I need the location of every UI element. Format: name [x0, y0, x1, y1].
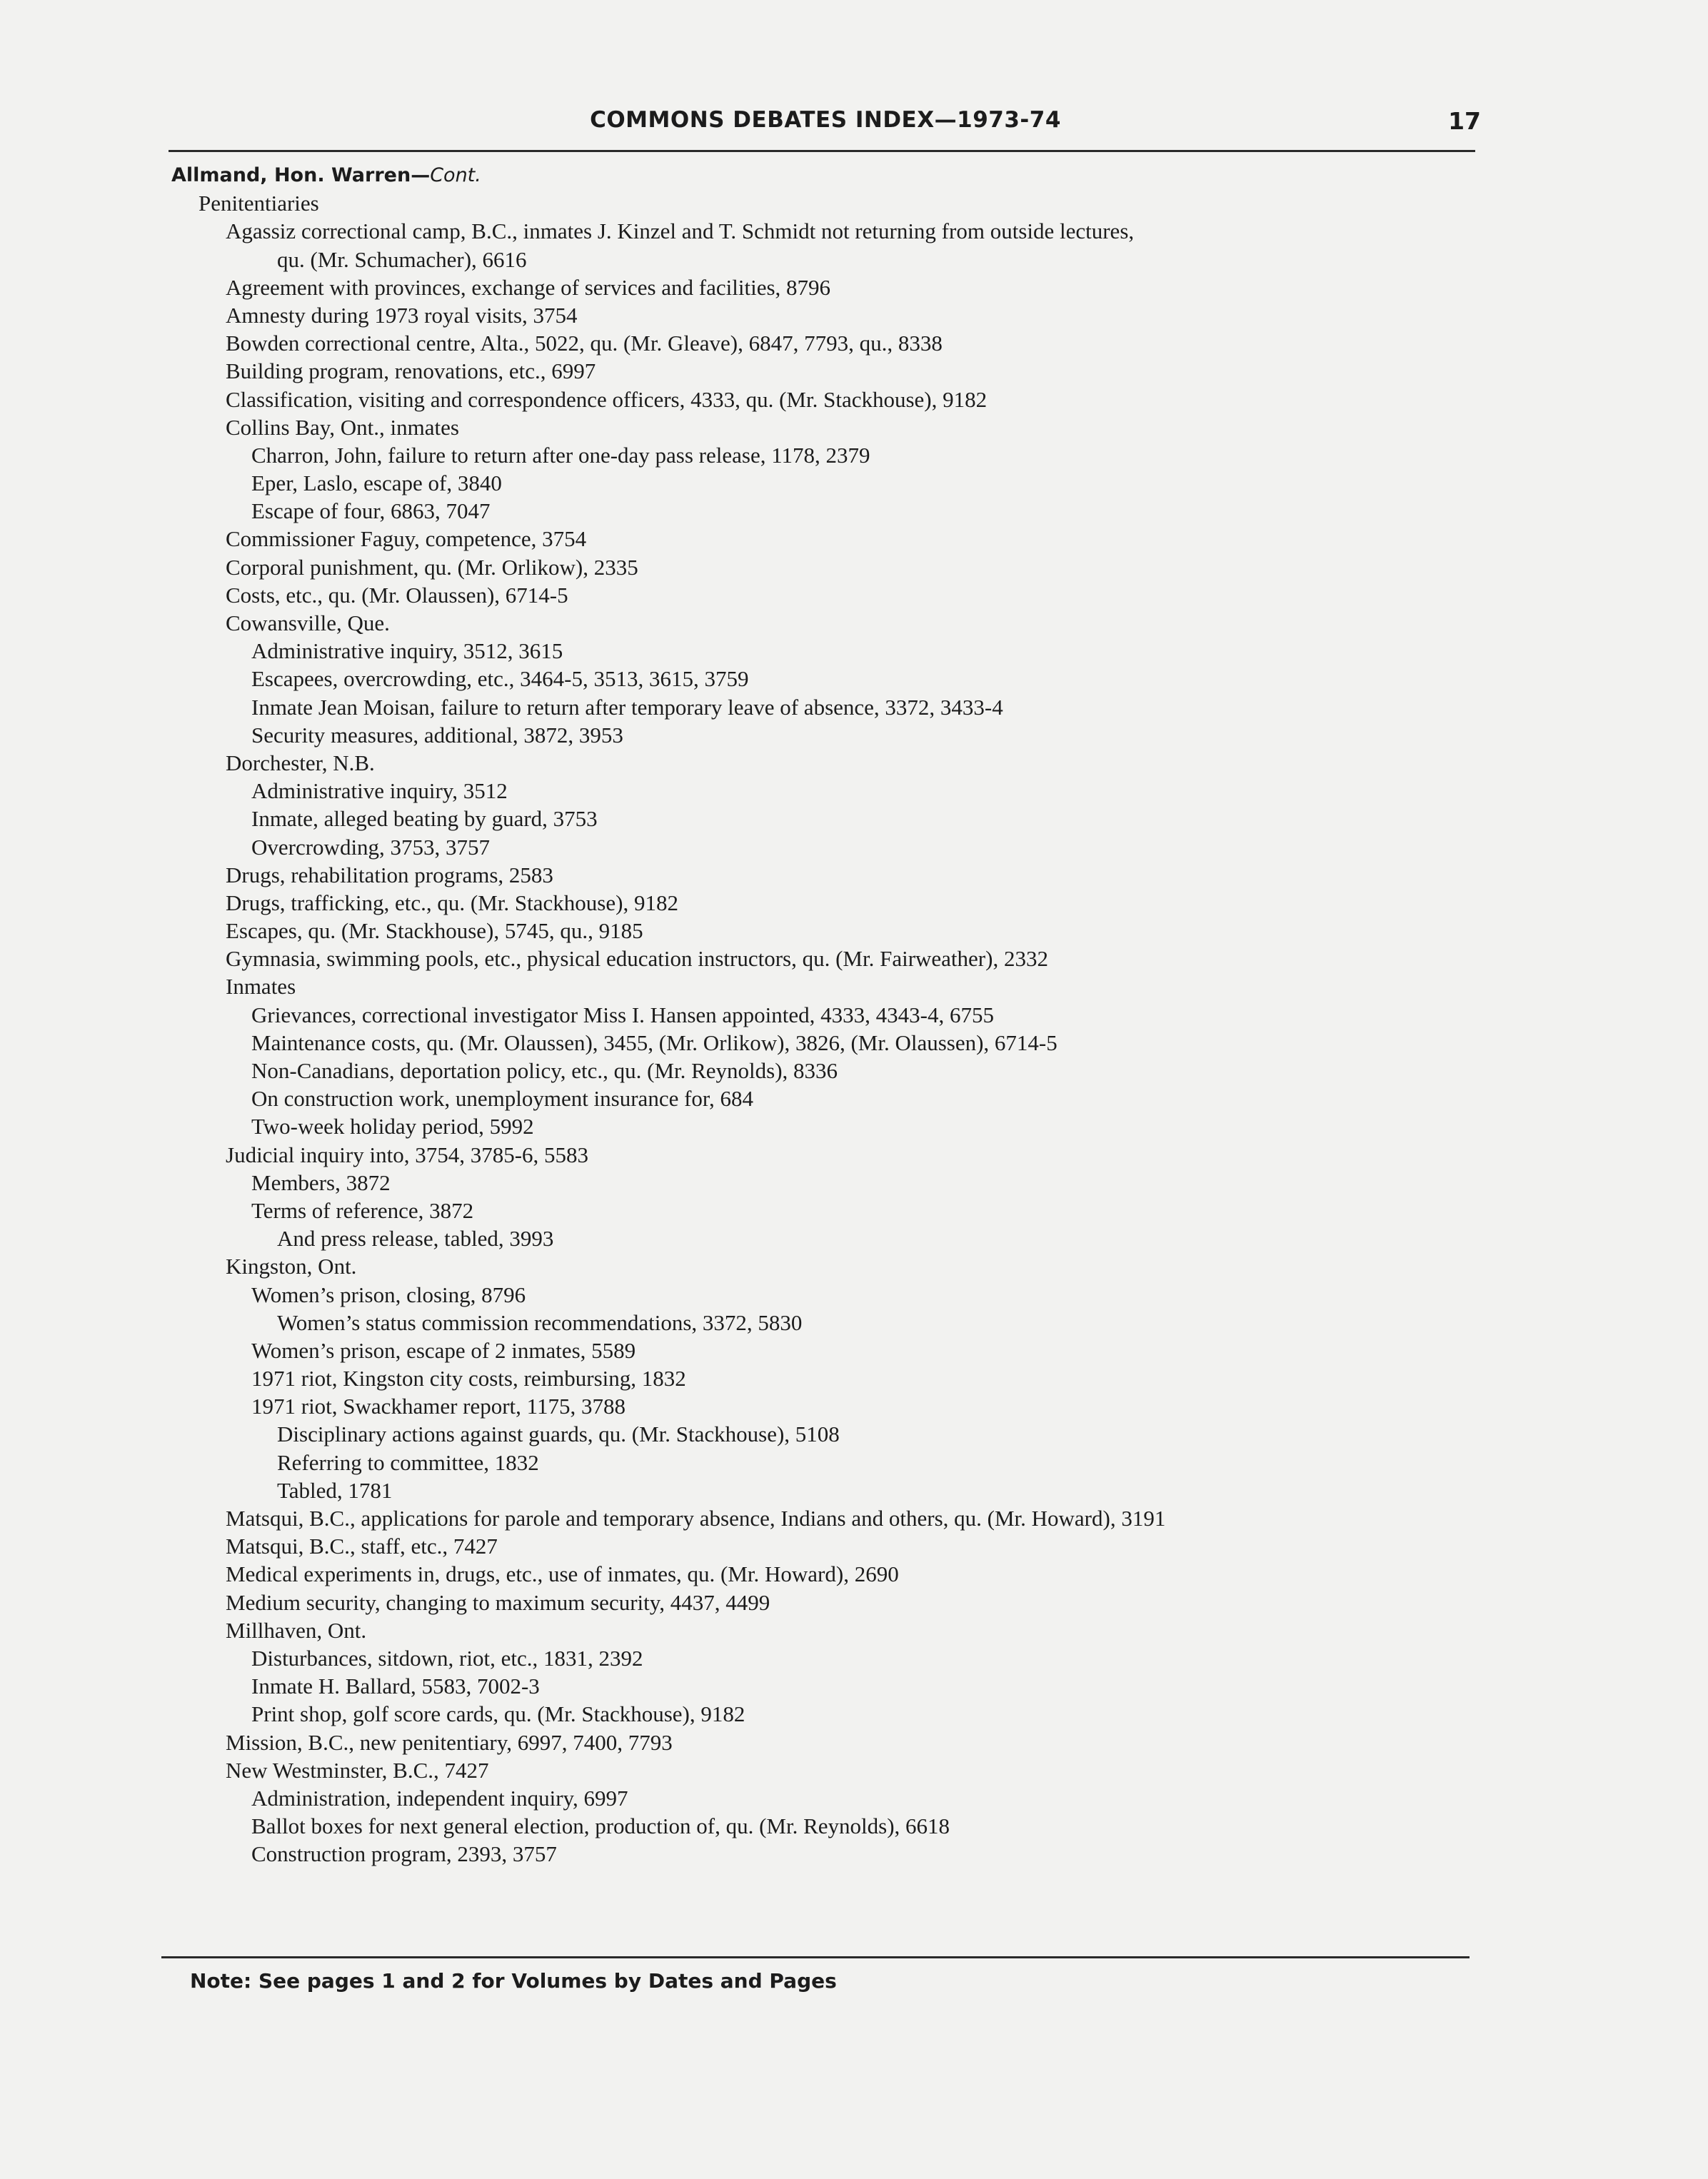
- index-entry: On construction work, unemployment insurance for, 684: [251, 1086, 753, 1112]
- index-entry: And press release, tabled, 3993: [277, 1226, 554, 1252]
- index-entry: Penitentiaries: [199, 191, 319, 216]
- index-entry: Security measures, additional, 3872, 3953: [251, 722, 623, 748]
- index-entry: Inmate Jean Moisan, failure to return after temporary leave of absence, 3372, 3433-4: [251, 694, 1003, 720]
- index-entry: Tabled, 1781: [277, 1477, 393, 1503]
- index-entry: Building program, renovations, etc., 6997: [226, 358, 596, 384]
- index-entry: Escapes, qu. (Mr. Stackhouse), 5745, qu., 9185: [226, 918, 643, 944]
- index-entry: Inmates: [226, 974, 296, 1000]
- index-entry: Women’s prison, escape of 2 inmates, 5589: [251, 1337, 636, 1363]
- index-entry: Administration, independent inquiry, 6997: [251, 1785, 628, 1811]
- index-entry: Mission, B.C., new penitentiary, 6997, 7400, 7793: [226, 1729, 673, 1755]
- index-entry: qu. (Mr. Schumacher), 6616: [277, 246, 527, 272]
- index-entry: Judicial inquiry into, 3754, 3785-6, 5583: [226, 1142, 589, 1167]
- index-entry: New Westminster, B.C., 7427: [226, 1757, 489, 1783]
- index-entry: Kingston, Ont.: [226, 1254, 357, 1279]
- index-entry: Medical experiments in, drugs, etc., use of inmates, qu. (Mr. Howard), 2690: [226, 1561, 899, 1587]
- index-entry: Disturbances, sitdown, riot, etc., 1831, 2392: [251, 1645, 643, 1671]
- index-entry: Members, 3872: [251, 1169, 391, 1195]
- index-entry: Collins Bay, Ont., inmates: [226, 414, 459, 440]
- index-entry: Drugs, trafficking, etc., qu. (Mr. Stackhouse), 9182: [226, 890, 678, 915]
- index-entry: 1971 riot, Kingston city costs, reimbursing, 1832: [251, 1366, 686, 1392]
- index-entry: Disciplinary actions against guards, qu. (Mr. Stackhouse), 5108: [277, 1421, 840, 1447]
- index-entry: Overcrowding, 3753, 3757: [251, 834, 491, 860]
- index-entry: Women’s prison, closing, 8796: [251, 1282, 526, 1307]
- main-heading-name: Allmand, Hon. Warren—: [171, 164, 431, 186]
- index-entry: Escape of four, 6863, 7047: [251, 498, 491, 524]
- index-entry: Dorchester, N.B.: [226, 750, 375, 775]
- index-entry: Bowden correctional centre, Alta., 5022, qu. (Mr. Gleave), 6847, 7793, qu., 8338: [226, 331, 943, 356]
- page-header: [170, 100, 1481, 143]
- index-entry: Commissioner Faguy, competence, 3754: [226, 526, 587, 552]
- index-entry: Corporal punishment, qu. (Mr. Orlikow), 2335: [226, 554, 638, 580]
- index-entry: Non-Canadians, deportation policy, etc., qu. (Mr. Reynolds), 8336: [251, 1058, 838, 1083]
- running-title: COMMONS DEBATES INDEX—1973-74: [590, 107, 1061, 133]
- index-entry: Grievances, correctional investigator Miss I. Hansen appointed, 4333, 4343-4, 6755: [251, 1002, 994, 1027]
- index-entry: Administrative inquiry, 3512, 3615: [251, 638, 563, 664]
- index-entry: Costs, etc., qu. (Mr. Olaussen), 6714-5: [226, 582, 568, 608]
- index-entry: Escapees, overcrowding, etc., 3464-5, 3513, 3615, 3759: [251, 666, 749, 692]
- index-entry: Classification, visiting and correspondence officers, 4333, qu. (Mr. Stackhouse), 9182: [226, 386, 988, 412]
- footer-note: Note: See pages 1 and 2 for Volumes by Dates and Pages: [190, 1969, 837, 1993]
- main-heading: [171, 161, 1478, 189]
- index-entry: Eper, Laslo, escape of, 3840: [251, 470, 502, 496]
- index-entries: [171, 161, 1478, 1868]
- index-entry: Print shop, golf score cards, qu. (Mr. Stackhouse), 9182: [251, 1701, 745, 1727]
- index-entry: Terms of reference, 3872: [251, 1197, 474, 1223]
- index-entry: Drugs, rehabilitation programs, 2583: [226, 862, 553, 887]
- index-entry: Inmate, alleged beating by guard, 3753: [251, 806, 598, 832]
- index-entry: Cowansville, Que.: [226, 610, 390, 635]
- index-entry: Construction program, 2393, 3757: [251, 1841, 557, 1867]
- index-entry: Matsqui, B.C., staff, etc., 7427: [226, 1534, 498, 1559]
- top-rule: [169, 150, 1475, 152]
- index-entry: Referring to committee, 1832: [277, 1449, 539, 1475]
- main-heading-cont: Cont.: [430, 164, 481, 186]
- index-entry: Two-week holiday period, 5992: [251, 1114, 534, 1139]
- index-entry: Agassiz correctional camp, B.C., inmates J. Kinzel and T. Schmidt not returning from outside lectures,: [226, 218, 1135, 244]
- index-entry: Millhaven, Ont.: [226, 1617, 367, 1643]
- index-entry: Women’s status commission recommendations, 3372, 5830: [277, 1309, 803, 1335]
- index-entry: Inmate H. Ballard, 5583, 7002-3: [251, 1674, 540, 1699]
- index-entry: Gymnasia, swimming pools, etc., physical education instructors, qu. (Mr. Fairweather), 2332: [226, 946, 1048, 972]
- index-entry: Ballot boxes for next general election, production of, qu. (Mr. Reynolds), 6618: [251, 1813, 950, 1839]
- index-entry: Amnesty during 1973 royal visits, 3754: [226, 302, 578, 328]
- index-entry: Medium security, changing to maximum security, 4437, 4499: [226, 1589, 770, 1615]
- index-entry: 1971 riot, Swackhamer report, 1175, 3788: [251, 1394, 626, 1419]
- index-entry: Matsqui, B.C., applications for parole and temporary absence, Indians and others, qu. (Mr. Howard), 3191: [226, 1506, 1166, 1531]
- bottom-rule: [161, 1956, 1470, 1958]
- index-entry: Maintenance costs, qu. (Mr. Olaussen), 3455, (Mr. Orlikow), 3826, (Mr. Olaussen), 6714-5: [251, 1030, 1058, 1055]
- index-entry: Charron, John, failure to return after one-day pass release, 1178, 2379: [251, 442, 870, 468]
- index-entry: Agreement with provinces, exchange of services and facilities, 8796: [226, 274, 831, 300]
- page-number: 17: [1448, 107, 1481, 135]
- index-entry: Administrative inquiry, 3512: [251, 778, 508, 804]
